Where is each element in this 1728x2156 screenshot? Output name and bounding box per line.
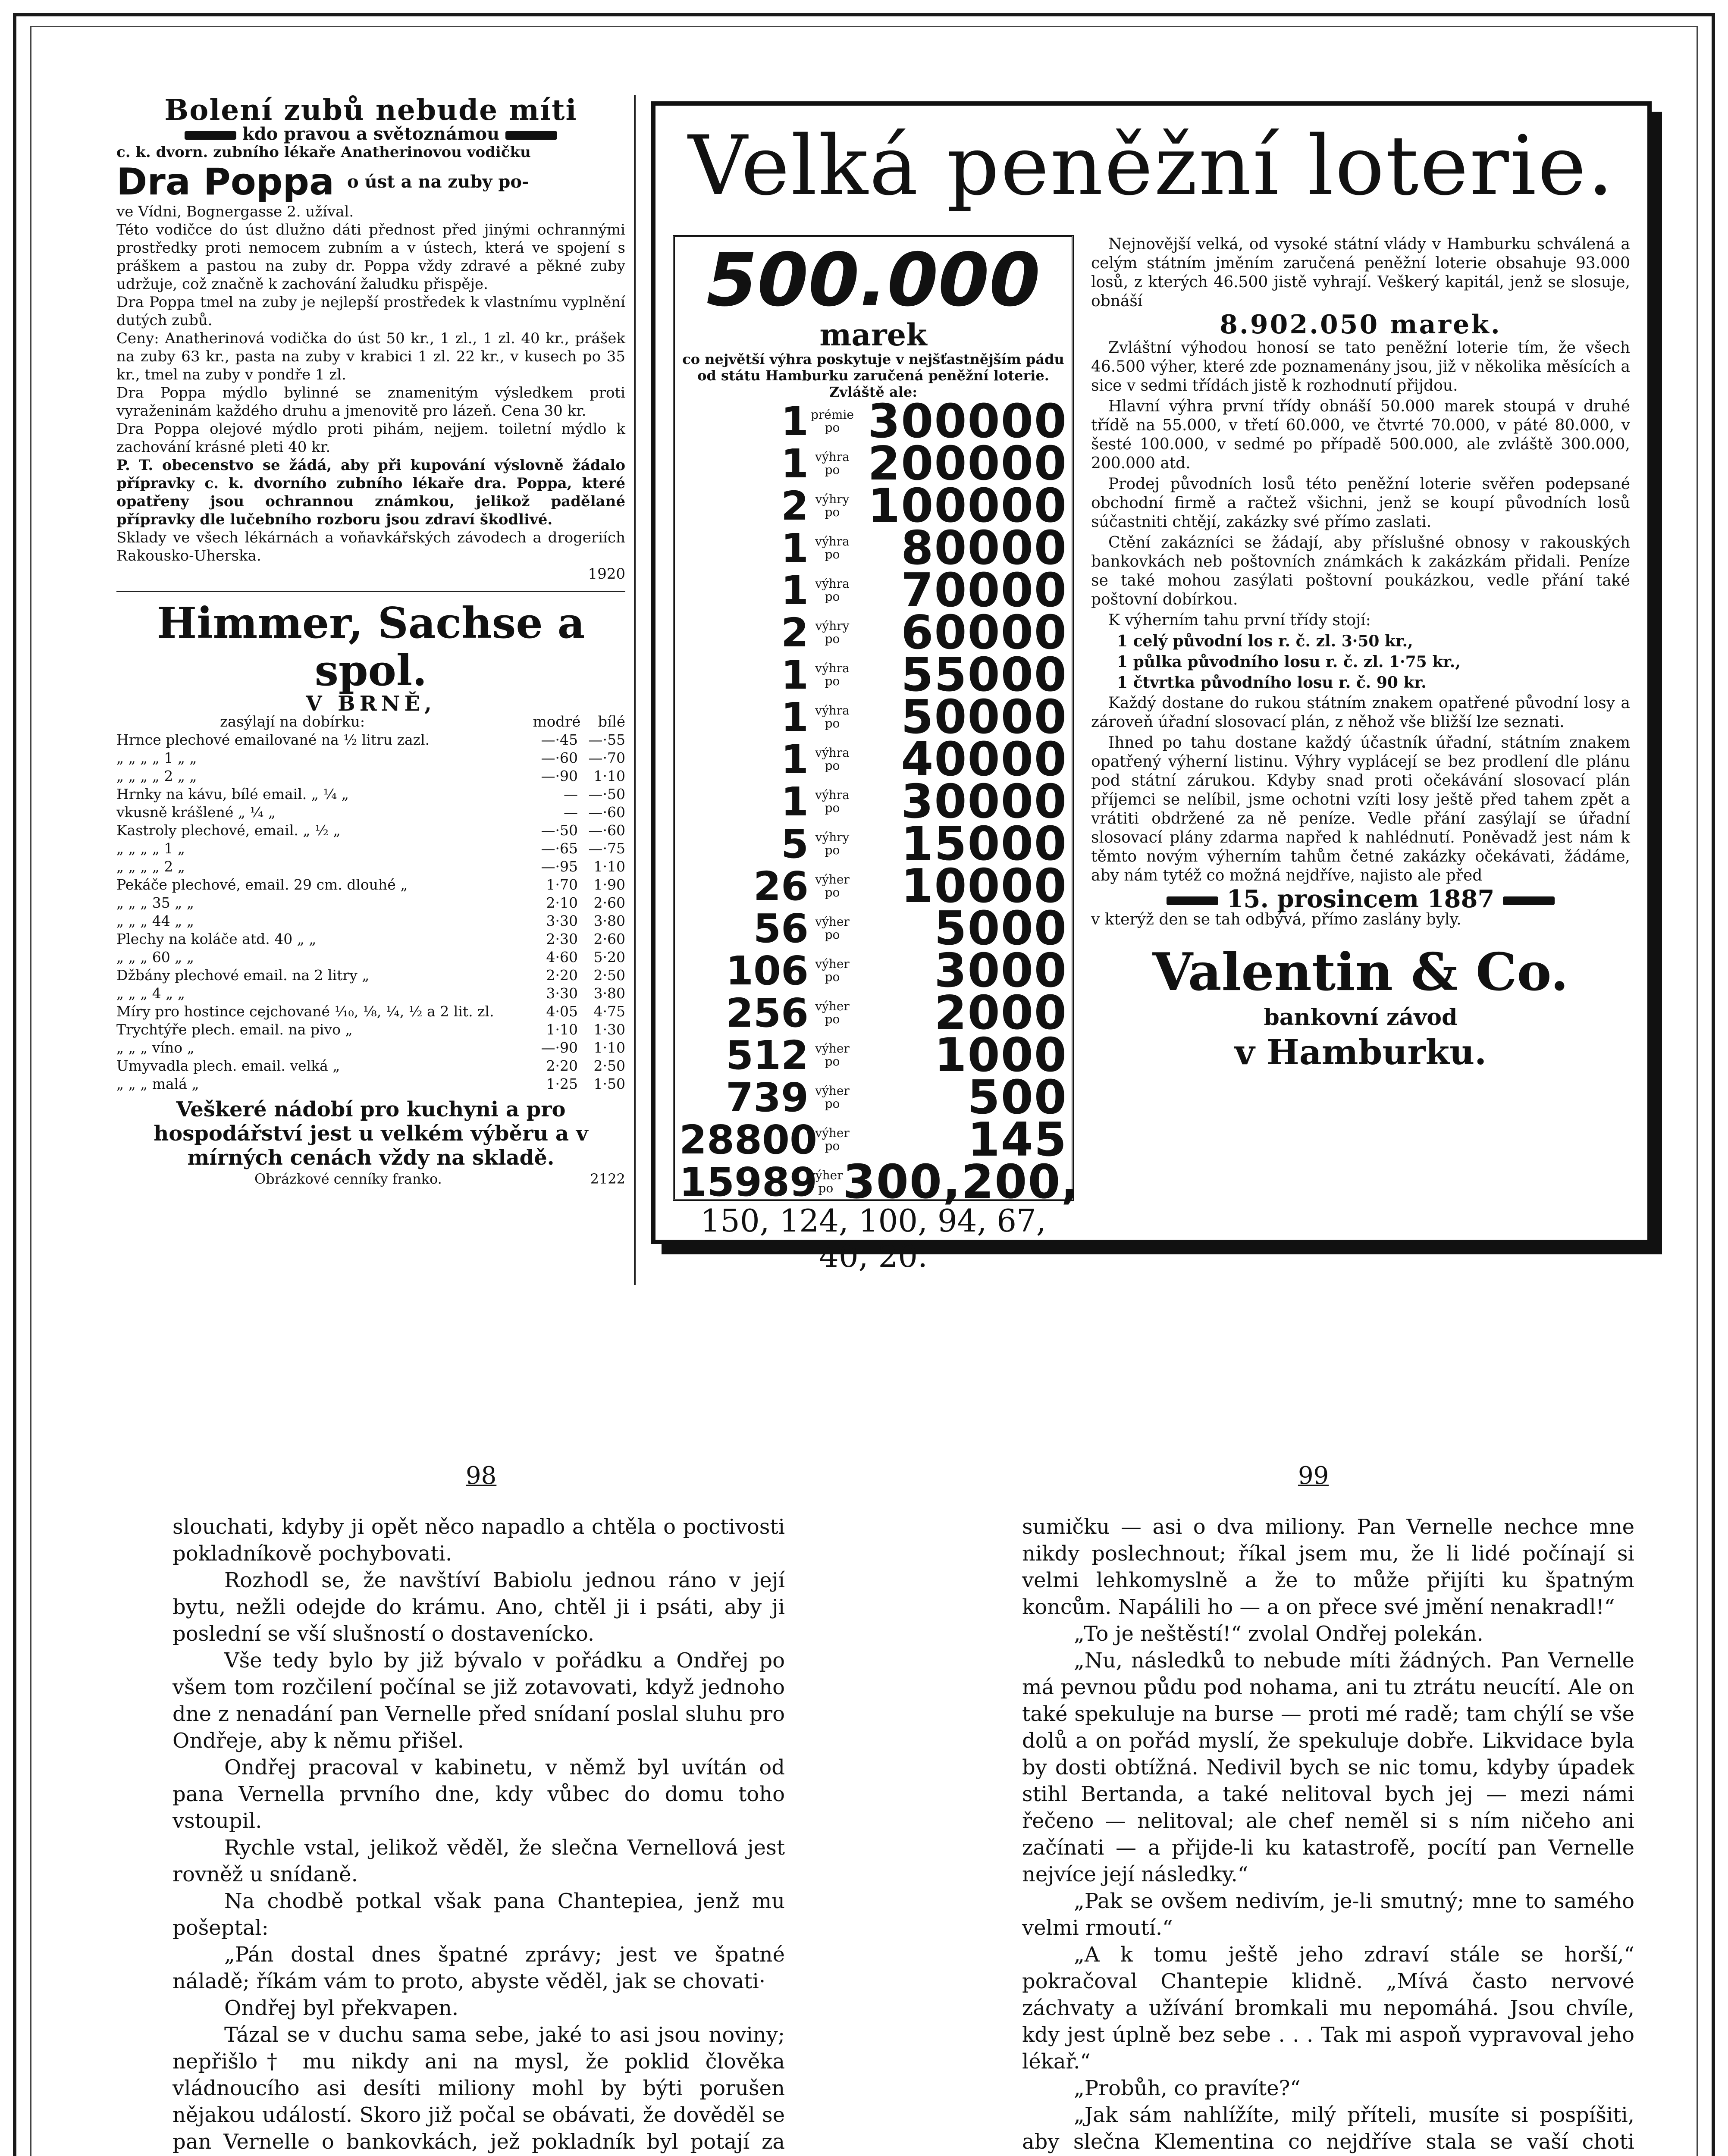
price-row	[116, 821, 625, 840]
prize-amount: 300,200,	[843, 1155, 1080, 1209]
price-row	[116, 731, 625, 749]
story-paragraph: „A k tomu ještě jeho zdraví stále se horší,“ pokračoval Chantepie klidně. „Mívá často nervové záchvaty a užívání bromkali mu nepomáhá. Jsou chvíle, kdy jest úplně bez sebe . . . Tak mi aspoň vypravoval jeho lékař.“	[1022, 1943, 1634, 2074]
price-row	[116, 803, 625, 821]
teeth-ad-line3: o úst a na zuby po-	[347, 172, 529, 192]
prize-label: výhra po	[815, 788, 850, 815]
prize-label: výhry po	[815, 619, 850, 646]
prize-label: výhra po	[815, 577, 850, 604]
prize-amount: 5000	[934, 901, 1067, 956]
price-blue: 2·10	[546, 894, 578, 911]
price-blue: 3·30	[546, 912, 578, 929]
price-blue: 2·20	[546, 1057, 578, 1074]
lottery-text-8: Ihned po tahu dostane každý účastník úřadní, státním znakem opatřený výherní listinu. Výhry vyplácejí se bez prodlení dle plánu pod státní zárukou. Kdyby snad proti očekávání slosovací plán příjemci se nelíbil, jsme ochotni vzíti losy ještě před tahem zpět a vrátiti obdržené za ně peníze. Vedle přání zasýlají se úřadní slosovací plány zdarma napřed k nahlédnutí. Poněvadž jest nám k těmto novým výherním tahům četné zakázky očekávati, žádáme, aby nám tytéž co možná nejdříve, najisto ale před	[1091, 734, 1630, 884]
price-white: —·60	[588, 822, 625, 839]
prize-row	[679, 648, 1067, 702]
price-row	[116, 894, 625, 912]
price-white: —·55	[588, 731, 625, 748]
price-blue: —·50	[541, 822, 578, 839]
prize-count: 1	[781, 567, 809, 614]
lottery-deadline-note: v kterýž den se tah odbývá, přímo zaslány byly.	[1091, 911, 1461, 928]
price-item: „ „ „ víno „	[116, 1039, 194, 1056]
price-row	[116, 785, 625, 803]
story-paragraph: slouchati, kdyby ji opět něco napadlo a chtěla o poctivosti pokladníkově pochybovati.	[172, 1515, 785, 1566]
lottery-text-5: Ctění zakázníci se žádají, aby příslušné obnosy v rakouských bankovkách neb poštovních známkách k zakázkám přidali. Peníze se také mohou zasýlati poštovní poukázkou, vedle přání také poštovní dobírkou.	[1091, 534, 1630, 608]
lottery-small-prizes: 150, 124, 100, 94, 67, 40, 20.	[700, 1203, 1046, 1274]
prize-count: 15989	[679, 1159, 818, 1205]
prize-amount: 40000	[901, 732, 1067, 787]
prize-amount: 145	[967, 1112, 1067, 1167]
prize-row	[679, 521, 1067, 575]
prize-count: 1	[781, 440, 809, 487]
price-white: 2·60	[593, 894, 625, 911]
price-item: Hrnce plechové emailované na ½ litru zazl.	[116, 731, 430, 748]
page-number-right: 99	[1298, 1462, 1329, 1490]
lottery-text-3: Hlavní výhra první třídy obnáší 50.000 marek stoupá v druhé třídě na 55.000, v třetí 60.000, ve čtvrté 70.000, v páté 80.000, v šesté 100.000, v sedmé po případě 500.000, ale zvláště 300.000, 200.000 atd.	[1091, 398, 1630, 472]
story-paragraph: „To je neštěstí!“ zvolal Ondřej polekán.	[1074, 1622, 1483, 1646]
price-row	[116, 912, 625, 930]
advert-column-left	[116, 95, 625, 1188]
price-blue: —·90	[541, 768, 578, 784]
prize-row	[679, 943, 1067, 998]
teeth-ad-para5: Dra Poppa olejové mýdlo proti pihám, nejjem. toiletní mýdlo k zachování krásné pleti 40 kr.	[116, 420, 625, 456]
prize-count: 106	[725, 947, 809, 994]
price-row	[116, 1075, 625, 1093]
price-white: 2·50	[593, 967, 625, 984]
prize-amount: 2000	[934, 986, 1067, 1040]
page-number-left: 98	[466, 1462, 497, 1490]
prize-row	[679, 436, 1067, 491]
prize-label: výher po	[809, 1168, 843, 1195]
price-white: 4·75	[593, 1003, 625, 1020]
lottery-deadline-text: 15. prosincem 1887	[1226, 885, 1495, 913]
prize-row	[679, 563, 1067, 617]
prize-label: prémie po	[811, 407, 854, 435]
lottery-subtitle: co největší výhra poskytuje v nejšťastnějším pádu od státu Hamburku zaručená peněžní loterie.	[682, 351, 1064, 384]
prize-label: výhry po	[815, 492, 850, 519]
price-item: „ „ „ 35 „ „	[116, 894, 194, 911]
price-blue: 1·25	[546, 1075, 578, 1092]
price-item: Džbány plechové email. na 2 litry „	[116, 967, 370, 984]
lottery-text-column	[1091, 235, 1630, 1073]
prize-count: 1	[781, 778, 809, 825]
price-blue: 3·30	[546, 985, 578, 1002]
price-white: —·60	[588, 804, 625, 821]
prize-row	[679, 1155, 1080, 1209]
price-blue: —·65	[541, 840, 578, 857]
prize-count: 5	[781, 821, 809, 867]
price-item: Hrnky na kávu, bílé email. „ ¼ „	[116, 786, 349, 802]
teeth-ad-para3: Ceny: Anatherinová vodička do úst 50 kr., 1 zl., 1 zl. 40 kr., prášek na zuby 63 kr., pasta na zuby v krabici 1 zl. 22 kr., v kusech po 35 kr., tmel na zuby v pondře 1 zl.	[116, 330, 625, 383]
price-blue: —·90	[541, 1039, 578, 1056]
price-blue: 2·20	[546, 967, 578, 984]
himmer-ad-city: V BRNĚ,	[306, 692, 436, 716]
prize-amount: 10000	[901, 859, 1067, 913]
price-item: vkusně krášlené „ ¼ „	[116, 804, 276, 821]
teeth-ad-para7: Sklady ve všech lékárnách a voňavkářských závodech a drogeriích Rakousko-Uherska.	[116, 529, 625, 564]
story-paragraph: Rychle vstal, jelikož věděl, že slečna Vernellová jest rovněž u snídaně.	[172, 1836, 785, 1887]
prize-amount: 200000	[868, 436, 1067, 491]
lottery-main-amount: 500.000	[706, 238, 1041, 323]
lottery-price-3: 1 čtvrtka původního losu r. č. 90 kr.	[1117, 674, 1427, 692]
price-white: —·75	[588, 840, 625, 857]
prize-label: výhra po	[815, 534, 850, 561]
lottery-price-2: 1 půlka původního losu r. č. zl. 1·75 kr.,	[1117, 653, 1461, 671]
prize-row	[679, 605, 1067, 660]
prize-row	[679, 479, 1067, 533]
prize-label: výher po	[815, 1084, 850, 1111]
ad-divider	[116, 591, 625, 592]
prize-row	[679, 986, 1067, 1040]
prize-row	[679, 1112, 1067, 1167]
prize-count: 1	[781, 694, 809, 740]
price-blue: 4·60	[546, 949, 578, 965]
pointing-hand-icon	[1167, 896, 1218, 905]
prize-count: 1	[781, 398, 809, 445]
pointing-hand-icon	[185, 131, 236, 140]
lottery-text-4: Prodej původních losů této peněžní loterie svěřen podepsané obchodní firmě a račtež všichni, jenž se koupí původních losů súčastniti chtějí, zakázky své přímo zaslati.	[1091, 475, 1630, 531]
prize-count: 2	[781, 483, 809, 529]
story-paragraph: sumičku — asi o dva miliony. Pan Vernelle nechce mne nikdy poslechnout; říkal jsem mu, že li lidé počínají si velmi lehkomyslně a že to může přijíti ku špatným koncům. Napálili ho — a on přece své jmění nenakradl!“	[1022, 1515, 1634, 1619]
prize-row	[679, 1028, 1067, 1082]
price-blue: 2·30	[546, 931, 578, 947]
price-blue: 1·10	[546, 1021, 578, 1038]
prize-label: výher po	[815, 957, 850, 984]
prize-row	[679, 774, 1067, 829]
story-column-right	[1022, 1514, 1634, 2156]
price-row	[116, 1021, 625, 1039]
prize-label: výher po	[815, 915, 850, 942]
himmer-ad-footer: Veškeré nádobí pro kuchyni a pro hospodářství jest u velkém výběru a v mírných cenách vždy na skladě.	[154, 1097, 588, 1170]
prize-row	[679, 901, 1067, 956]
price-row	[116, 1039, 625, 1057]
story-paragraph: Vše tedy bylo by již bývalo v pořádku a Ondřej po všem tom rozčilení počínal se již zotavovati, když jednoho dne z nenadání pan Vernelle před snídaní poslal sluhu pro Ondřeje, aby k němu přišel.	[172, 1648, 785, 1753]
lottery-prize-list	[679, 394, 1080, 1209]
price-white: 1·10	[593, 858, 625, 875]
prize-row	[679, 394, 1067, 448]
story-paragraph: Ondřej byl překvapen.	[224, 1996, 459, 2020]
price-blue: 1·70	[546, 876, 578, 893]
prize-amount: 1000	[934, 1028, 1067, 1082]
story-paragraph: Na chodbě potkal však pana Chantepiea, jenž mu pošeptal:	[172, 1889, 785, 1940]
prize-row	[679, 859, 1067, 913]
himmer-ad-ref: 2122	[590, 1171, 625, 1187]
price-white: 3·80	[593, 985, 625, 1002]
price-row	[116, 966, 625, 984]
lottery-total: 8.902.050 marek.	[1220, 310, 1502, 340]
teeth-ad-para1: Této vodičce do úst dlužno dáti přednost před jinými ochrannými prostředky proti nemocem zubním a v ústech, která ve spojení s práškem a pastou na zuby dr. Poppa vždy zdravé a pěkné zuby udržuje, což značně k zachování žaludku přispěje.	[116, 221, 625, 293]
prize-label: výher po	[815, 1126, 850, 1153]
teeth-ad-line4: ve Vídni, Bognergasse 2. užíval.	[116, 203, 354, 220]
prize-amount: 3000	[934, 943, 1067, 998]
price-item: „ „ „ 44 „ „	[116, 912, 194, 929]
story-paragraph: Rozhodl se, že navštíví Babiolu jednou ráno v její bytu, nežli odejde do krámu. Ano, chtěl ji i psáti, aby ji poslední se vší slušností o dostavenícko.	[172, 1568, 785, 1646]
prize-amount: 55000	[901, 648, 1067, 702]
prize-count: 1	[781, 525, 809, 571]
price-item: Plechy na koláče atd. 40 „ „	[116, 931, 317, 947]
prize-amount: 300000	[868, 394, 1067, 448]
prize-amount: 500	[967, 1070, 1067, 1125]
teeth-ad-para4: Dra Poppa mýdlo bylinné se znamenitým výsledkem proti vyraženinám každého druhu a jmenovitě pro lázeň. Cena 30 kr.	[116, 384, 625, 420]
prize-count: 28800	[679, 1116, 818, 1163]
price-item: Pekáče plechové, email. 29 cm. dlouhé „	[116, 876, 408, 893]
price-item: „ „ „ „ 2 „ „	[116, 768, 197, 784]
teeth-ad-doctor-name: Dra Poppa	[116, 160, 335, 204]
prize-amount: 30000	[901, 774, 1067, 829]
prize-label: výhry po	[815, 830, 850, 857]
price-item: „ „ „ 60 „ „	[116, 949, 194, 965]
pointing-hand-icon	[505, 131, 557, 140]
teeth-ad-line1-text: kdo pravou a světoznámou	[242, 124, 500, 144]
prize-label: výher po	[815, 872, 850, 899]
himmer-ad-col-blue: modré	[533, 713, 581, 730]
price-white: —·70	[588, 749, 625, 766]
lottery-firm: Valentin & Co.	[1152, 942, 1569, 1003]
prize-amount: 80000	[901, 521, 1067, 575]
story-paragraph: „Pak se ovšem nedivím, je-li smutný; mne to samého velmi rmoutí.“	[1022, 1889, 1634, 1940]
story-column-left	[172, 1514, 785, 2156]
price-blue: —	[564, 804, 578, 821]
lottery-deadline	[1091, 885, 1630, 913]
himmer-ad-company: Himmer, Sachse a spol.	[157, 599, 585, 696]
lottery-title: Velká peněžní loterie.	[688, 118, 1615, 213]
lottery-firm-sub: bankovní závod	[1264, 1004, 1458, 1031]
price-blue: 4·05	[546, 1003, 578, 1020]
price-item: „ „ „ 4 „ „	[116, 985, 185, 1002]
story-paragraph: „Jak sám nahlížíte, milý příteli, musíte si pospíšiti, aby slečna Klementina co nejdříve stala se vaší choti	[1022, 2103, 1634, 2154]
prize-count: 26	[753, 863, 809, 909]
prize-count: 2	[781, 609, 809, 656]
price-row	[116, 749, 625, 767]
price-item: „ „ „ „ 1 „	[116, 840, 185, 857]
teeth-ad-ref: 1920	[588, 565, 625, 583]
himmer-ad-intro: zasýlají na dobírku:	[220, 713, 365, 730]
teeth-ad-headline: Bolení zubů nebude míti	[164, 93, 577, 127]
price-white: 1·90	[593, 876, 625, 893]
teeth-ad-para2: Dra Poppa tmel na zuby je nejlepší prostředek k vlastnímu vyplnění dutých zubů.	[116, 294, 625, 329]
price-white: 3·80	[593, 912, 625, 929]
price-white: 1·10	[593, 768, 625, 784]
himmer-ad-bottom	[116, 1170, 625, 1188]
lottery-text-1: Nejnovější velká, od vysoké státní vlády v Hamburku schválená a celým státním jměním zaručená peněžní loterie obsahuje 93.000 losů, z kterých 46.500 jistě vyhrají. Veškerý kapitál, jenž se slosuje, obnáší	[1091, 235, 1630, 310]
lottery-price-1: 1 celý původní los r. č. zl. 3·50 kr.,	[1117, 632, 1413, 650]
lottery-advert	[651, 101, 1652, 1274]
price-row	[116, 767, 625, 785]
story-paragraph: Tázal se v duchu sama sebe, jaké to asi jsou noviny; nepřišlo† mu nikdy ani na mysl, že poklid člověka vládnoucího asi desíti miliony mohl by býti porušen nějakou událostí. Skoro již počal se obávati, že dověděl se pan Vernelle o bankovkách, jež pokladník byl potají za	[172, 2023, 785, 2154]
price-white: 1·30	[593, 1021, 625, 1038]
price-row	[116, 1057, 625, 1075]
prize-count: 739	[725, 1074, 809, 1121]
story-paragraph: Ondřej pracoval v kabinetu, v němž byl uvítán od pana Vernella prvního dne, kdy vůbec do domu toho vstoupil.	[172, 1755, 785, 1833]
prize-row	[679, 1070, 1067, 1125]
prize-amount: 100000	[868, 479, 1067, 533]
story-paragraph: „Probůh, co pravíte?“	[1074, 2076, 1301, 2100]
story-paragraph: „Nu, následků to nebude míti žádných. Pan Vernelle má pevnou půdu pod nohama, ani tu ztrátu neucítí. Ale on také spekuluje na burse — proti mé radě; tam chýlí se vše dolů a on pořád myslí, že spekuluje dobře. Likvidace byla by dosti obtížná. Nedivil bych se nic tomu, kdyby úpadek stihl Bertanda, a také nelitoval bych jej — mezi námi řečeno — nelitoval; ale chef neměl si s ním ničeho ani začínati — a přijde-li ku katastrofě, pocítí pan Vernelle nejvíce její následky.“	[1022, 1648, 1634, 1887]
price-item: Kastroly plechové, email. „ ½ „	[116, 822, 341, 839]
price-row	[116, 1003, 625, 1021]
price-white: 1·50	[593, 1075, 625, 1092]
prize-label: výhra po	[815, 661, 850, 688]
price-item: „ „ „ „ 1 „ „	[116, 749, 197, 766]
lottery-zvlaste: Zvláště ale:	[829, 384, 918, 400]
prize-amount: 50000	[901, 690, 1067, 744]
prize-row	[679, 690, 1067, 744]
column-divider	[634, 95, 636, 1285]
price-white: 1·10	[593, 1039, 625, 1056]
prize-count: 56	[753, 905, 809, 952]
teeth-ad-para6: P. T. obecenstvo se žádá, aby při kupování výslovně žádalo přípravky c. k. dvorního zubního lékaře dra. Poppa, které opatřeny jsou ochrannou známkou, jelikož padělané přípravky dle lučebního rozboru jsou zdraví škodlivé.	[116, 457, 625, 528]
prize-count: 512	[725, 1032, 809, 1078]
prize-amount: 70000	[901, 563, 1067, 617]
price-white: —·50	[588, 786, 625, 802]
price-blue: —	[564, 786, 578, 802]
prize-label: výher po	[815, 1041, 850, 1069]
price-blue: —·95	[541, 858, 578, 875]
price-item: „ „ „ „ 2 „	[116, 858, 185, 875]
price-row	[116, 840, 625, 858]
prize-label: výhra po	[815, 703, 850, 730]
prize-label: výhra po	[815, 746, 850, 773]
lottery-prize-box	[673, 235, 1080, 1274]
price-item: Trychtýře plech. email. na pivo „	[116, 1021, 353, 1038]
himmer-ad-catalog: Obrázkové cenníky franko.	[254, 1171, 442, 1187]
teeth-ad-line2: c. k. dvorn. zubního lékaře Anatherinovou vodičku	[116, 144, 531, 161]
price-white: 2·50	[593, 1057, 625, 1074]
story-paragraph: „Pán dostal dnes špatné zprávy; jest ve špatné náladě; říkám vám to proto, abyste věděl, jak se chovati·	[172, 1943, 785, 1993]
himmer-ad-col-white: bílé	[598, 713, 625, 730]
lottery-currency: marek	[819, 317, 927, 353]
price-row	[116, 984, 625, 1003]
prize-row	[679, 732, 1067, 787]
price-white: 5·20	[593, 949, 625, 965]
himmer-price-list	[116, 731, 625, 1093]
price-row	[116, 858, 625, 876]
lottery-firm-city: v Hamburku.	[1234, 1032, 1487, 1072]
prize-count: 1	[781, 652, 809, 698]
price-item: Umyvadla plech. email. velká „	[116, 1057, 340, 1074]
lottery-text-2: Zvláštní výhodou honosí se tato peněžní loterie tím, že všech 46.500 výher, které zde poznamenány jsou, již v několika měsících a sice v sedmi třídách jistě k rozhodnutí přijdou.	[1091, 339, 1630, 395]
prize-amount: 15000	[901, 817, 1067, 871]
price-blue: —·60	[541, 749, 578, 766]
prize-row	[679, 817, 1067, 871]
price-blue: —·45	[541, 731, 578, 748]
price-row	[116, 948, 625, 966]
prize-count: 1	[781, 736, 809, 783]
price-white: 2·60	[593, 931, 625, 947]
pointing-hand-icon	[1503, 896, 1555, 905]
prize-count: 256	[725, 990, 809, 1036]
teeth-ad-line1	[116, 125, 625, 143]
price-row	[116, 930, 625, 948]
price-item: „ „ „ malá „	[116, 1075, 199, 1092]
price-row	[116, 876, 625, 894]
prize-label: výhra po	[815, 450, 850, 477]
lottery-text-6: K výherním tahu první třídy stojí:	[1108, 611, 1371, 629]
price-item: Míry pro hostince cejchované ⅟₁₀, ⅛, ¼, ½ a 2 lit. zl.	[116, 1003, 494, 1020]
prize-amount: 60000	[901, 605, 1067, 660]
prize-label: výher po	[815, 999, 850, 1026]
lottery-text-7: Každý dostane do rukou státním znakem opatřené původní losy a zároveň úřadní slosovací plán, z něhož vše bližší lze seznati.	[1091, 694, 1630, 731]
